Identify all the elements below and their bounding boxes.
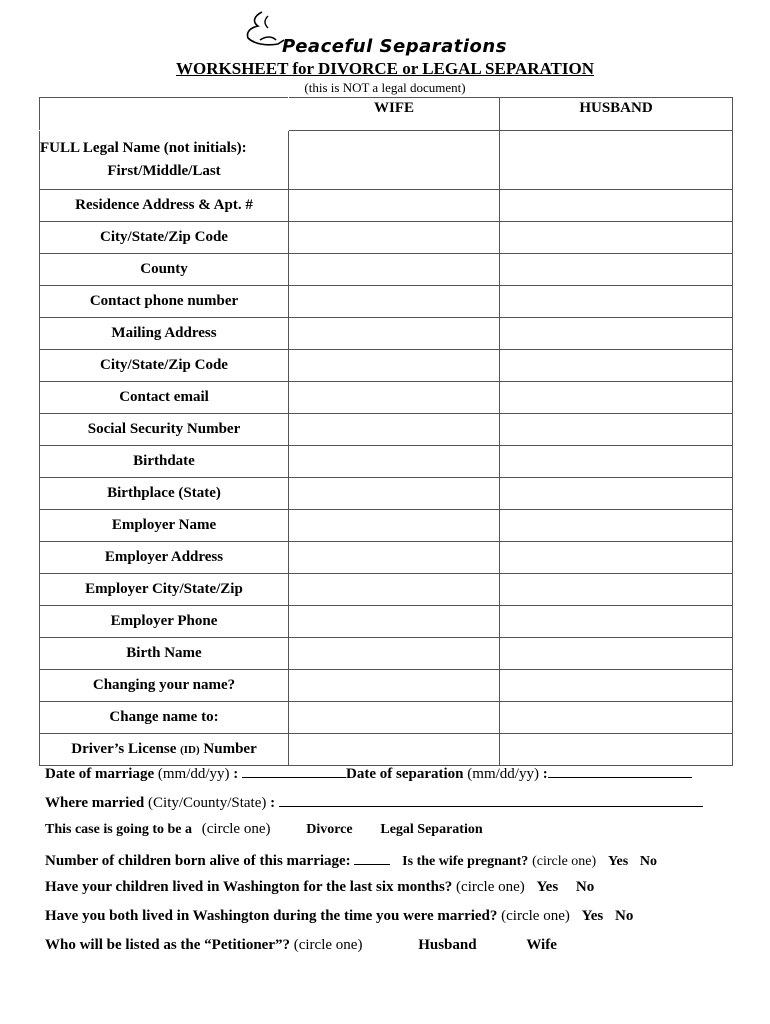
wife-field[interactable] <box>289 382 500 414</box>
table-row <box>40 414 733 446</box>
wife-field[interactable] <box>289 414 500 446</box>
case-type-label: This case is going to be a <box>45 822 193 837</box>
pregnant-yes-option[interactable]: Yes <box>607 854 629 869</box>
row-label: Employer Phone <box>40 606 289 638</box>
row-label: Employer Address <box>40 542 289 574</box>
wife-field[interactable] <box>289 286 500 318</box>
wife-field[interactable] <box>289 702 500 734</box>
lived-married-label: Have you both lived in Washington during the time you were married? <box>45 908 498 924</box>
wife-field[interactable] <box>289 606 500 638</box>
row-label: Mailing Address <box>40 318 289 350</box>
circle-one-hint: (circle one) <box>293 937 363 953</box>
wife-field[interactable] <box>289 542 500 574</box>
petitioner-label: Who will be listed as the “Petitioner”? <box>45 937 290 953</box>
case-type-line <box>45 821 483 838</box>
where-married-format: (City/County/State) <box>144 795 271 811</box>
row-label: Social Security Number <box>40 414 289 446</box>
wife-field[interactable] <box>289 350 500 382</box>
husband-field[interactable] <box>500 382 733 414</box>
table-row <box>40 222 733 254</box>
table-row-drivers-license <box>40 734 733 766</box>
six-months-no-option[interactable]: No <box>575 879 595 895</box>
marriage-dates-line <box>45 763 692 783</box>
separation-date-label: Date of separation <box>346 766 464 782</box>
husband-field[interactable] <box>500 350 733 382</box>
dl-label-c: Number <box>199 741 257 757</box>
full-name-label: FULL Legal Name (not initials): <box>40 140 247 156</box>
husband-field[interactable] <box>500 318 733 350</box>
husband-field[interactable] <box>500 254 733 286</box>
circle-one-hint: (circle one) <box>456 879 525 895</box>
logo-text: Peaceful Separations <box>282 36 507 57</box>
separation-date-format: (mm/dd/yy) <box>463 766 543 782</box>
marriage-date-field[interactable] <box>242 763 346 778</box>
row-label: Birthplace (State) <box>40 478 289 510</box>
circle-one-hint: (circle one) <box>201 821 271 837</box>
petitioner-husband-option[interactable]: Husband <box>418 937 477 953</box>
logo <box>240 10 507 60</box>
six-months-line <box>45 879 594 896</box>
row-label: Employer City/State/Zip <box>40 574 289 606</box>
husband-field[interactable] <box>500 478 733 510</box>
table-row <box>40 382 733 414</box>
marriage-date-label: Date of marriage <box>45 766 155 782</box>
table-row <box>40 286 733 318</box>
wife-drivers-license-field[interactable] <box>289 734 500 766</box>
row-label: Contact email <box>40 382 289 414</box>
wife-field[interactable] <box>289 478 500 510</box>
colon: : <box>270 795 276 811</box>
husband-full-name-field[interactable] <box>500 131 733 190</box>
husband-field[interactable] <box>500 542 733 574</box>
husband-field[interactable] <box>500 414 733 446</box>
husband-field[interactable] <box>500 222 733 254</box>
husband-field[interactable] <box>500 606 733 638</box>
colon: : <box>542 766 548 782</box>
table-row <box>40 446 733 478</box>
husband-field[interactable] <box>500 574 733 606</box>
dl-label-b: (ID) <box>180 744 200 756</box>
row-label: Employer Name <box>40 510 289 542</box>
husband-field[interactable] <box>500 286 733 318</box>
children-line <box>45 850 657 870</box>
wife-field[interactable] <box>289 190 500 222</box>
where-married-line <box>45 792 703 812</box>
where-married-label: Where married <box>45 795 145 811</box>
table-row <box>40 318 733 350</box>
row-label: Residence Address & Apt. # <box>40 190 289 222</box>
row-label: County <box>40 254 289 286</box>
children-count-label: Number of children born alive of this marriage: <box>45 853 351 869</box>
table-row <box>40 350 733 382</box>
table-row <box>40 574 733 606</box>
husband-field[interactable] <box>500 190 733 222</box>
marriage-date-format: (mm/dd/yy) <box>154 766 234 782</box>
table-row <box>40 542 733 574</box>
row-label: Birthdate <box>40 446 289 478</box>
table-row <box>40 638 733 670</box>
row-label-drivers-license <box>40 734 289 766</box>
dl-label-a: Driver’s License <box>71 741 181 757</box>
circle-one-hint: (circle one) <box>501 908 570 924</box>
worksheet-table <box>39 97 733 766</box>
where-married-field[interactable] <box>279 792 703 807</box>
pregnant-no-option[interactable]: No <box>639 854 658 869</box>
page-subtitle: (this is NOT a legal document) <box>304 80 466 95</box>
lived-married-line <box>45 908 633 925</box>
option-legal-separation[interactable]: Legal Separation <box>380 822 483 837</box>
option-divorce[interactable]: Divorce <box>306 822 353 837</box>
petitioner-wife-option[interactable]: Wife <box>526 937 557 953</box>
children-count-field[interactable] <box>354 850 390 865</box>
husband-field[interactable] <box>500 702 733 734</box>
wife-field[interactable] <box>289 638 500 670</box>
wife-field[interactable] <box>289 510 500 542</box>
column-header-husband: HUSBAND <box>500 98 733 131</box>
six-months-yes-option[interactable]: Yes <box>536 879 559 895</box>
column-header-wife: WIFE <box>289 98 500 131</box>
husband-drivers-license-field[interactable] <box>500 734 733 766</box>
pregnant-label: Is the wife pregnant? <box>402 854 529 869</box>
header-blank <box>40 98 289 131</box>
table-row <box>40 510 733 542</box>
separation-date-field[interactable] <box>548 763 692 778</box>
wife-field[interactable] <box>289 574 500 606</box>
row-label: Changing your name? <box>40 670 289 702</box>
table-row <box>40 254 733 286</box>
table-row <box>40 702 733 734</box>
petitioner-line <box>45 937 557 954</box>
table-header-row <box>40 98 733 131</box>
husband-field[interactable] <box>500 670 733 702</box>
row-label-full-name <box>40 131 289 190</box>
wife-field[interactable] <box>289 446 500 478</box>
wife-field[interactable] <box>289 222 500 254</box>
row-label: Birth Name <box>40 638 289 670</box>
row-label: Contact phone number <box>40 286 289 318</box>
wife-field[interactable] <box>289 670 500 702</box>
first-middle-last-label: First/Middle/Last <box>107 163 221 179</box>
table-row <box>40 190 733 222</box>
wife-field[interactable] <box>289 254 500 286</box>
row-label: Change name to: <box>40 702 289 734</box>
six-months-label: Have your children lived in Washington for the last six months? <box>45 879 453 895</box>
table-row <box>40 606 733 638</box>
table-row <box>40 478 733 510</box>
lived-married-yes-option[interactable]: Yes <box>581 908 604 924</box>
table-row-full-name <box>40 131 733 190</box>
row-label: City/State/Zip Code <box>40 350 289 382</box>
table-row <box>40 670 733 702</box>
row-label: City/State/Zip Code <box>40 222 289 254</box>
wife-full-name-field[interactable] <box>289 131 500 190</box>
wife-field[interactable] <box>289 318 500 350</box>
page-title: WORKSHEET for DIVORCE or LEGAL SEPARATION <box>176 59 594 78</box>
colon: : <box>233 766 239 782</box>
husband-field[interactable] <box>500 638 733 670</box>
husband-field[interactable] <box>500 446 733 478</box>
husband-field[interactable] <box>500 510 733 542</box>
lived-married-no-option[interactable]: No <box>615 908 634 924</box>
circle-one-hint: (circle one) <box>532 854 597 869</box>
